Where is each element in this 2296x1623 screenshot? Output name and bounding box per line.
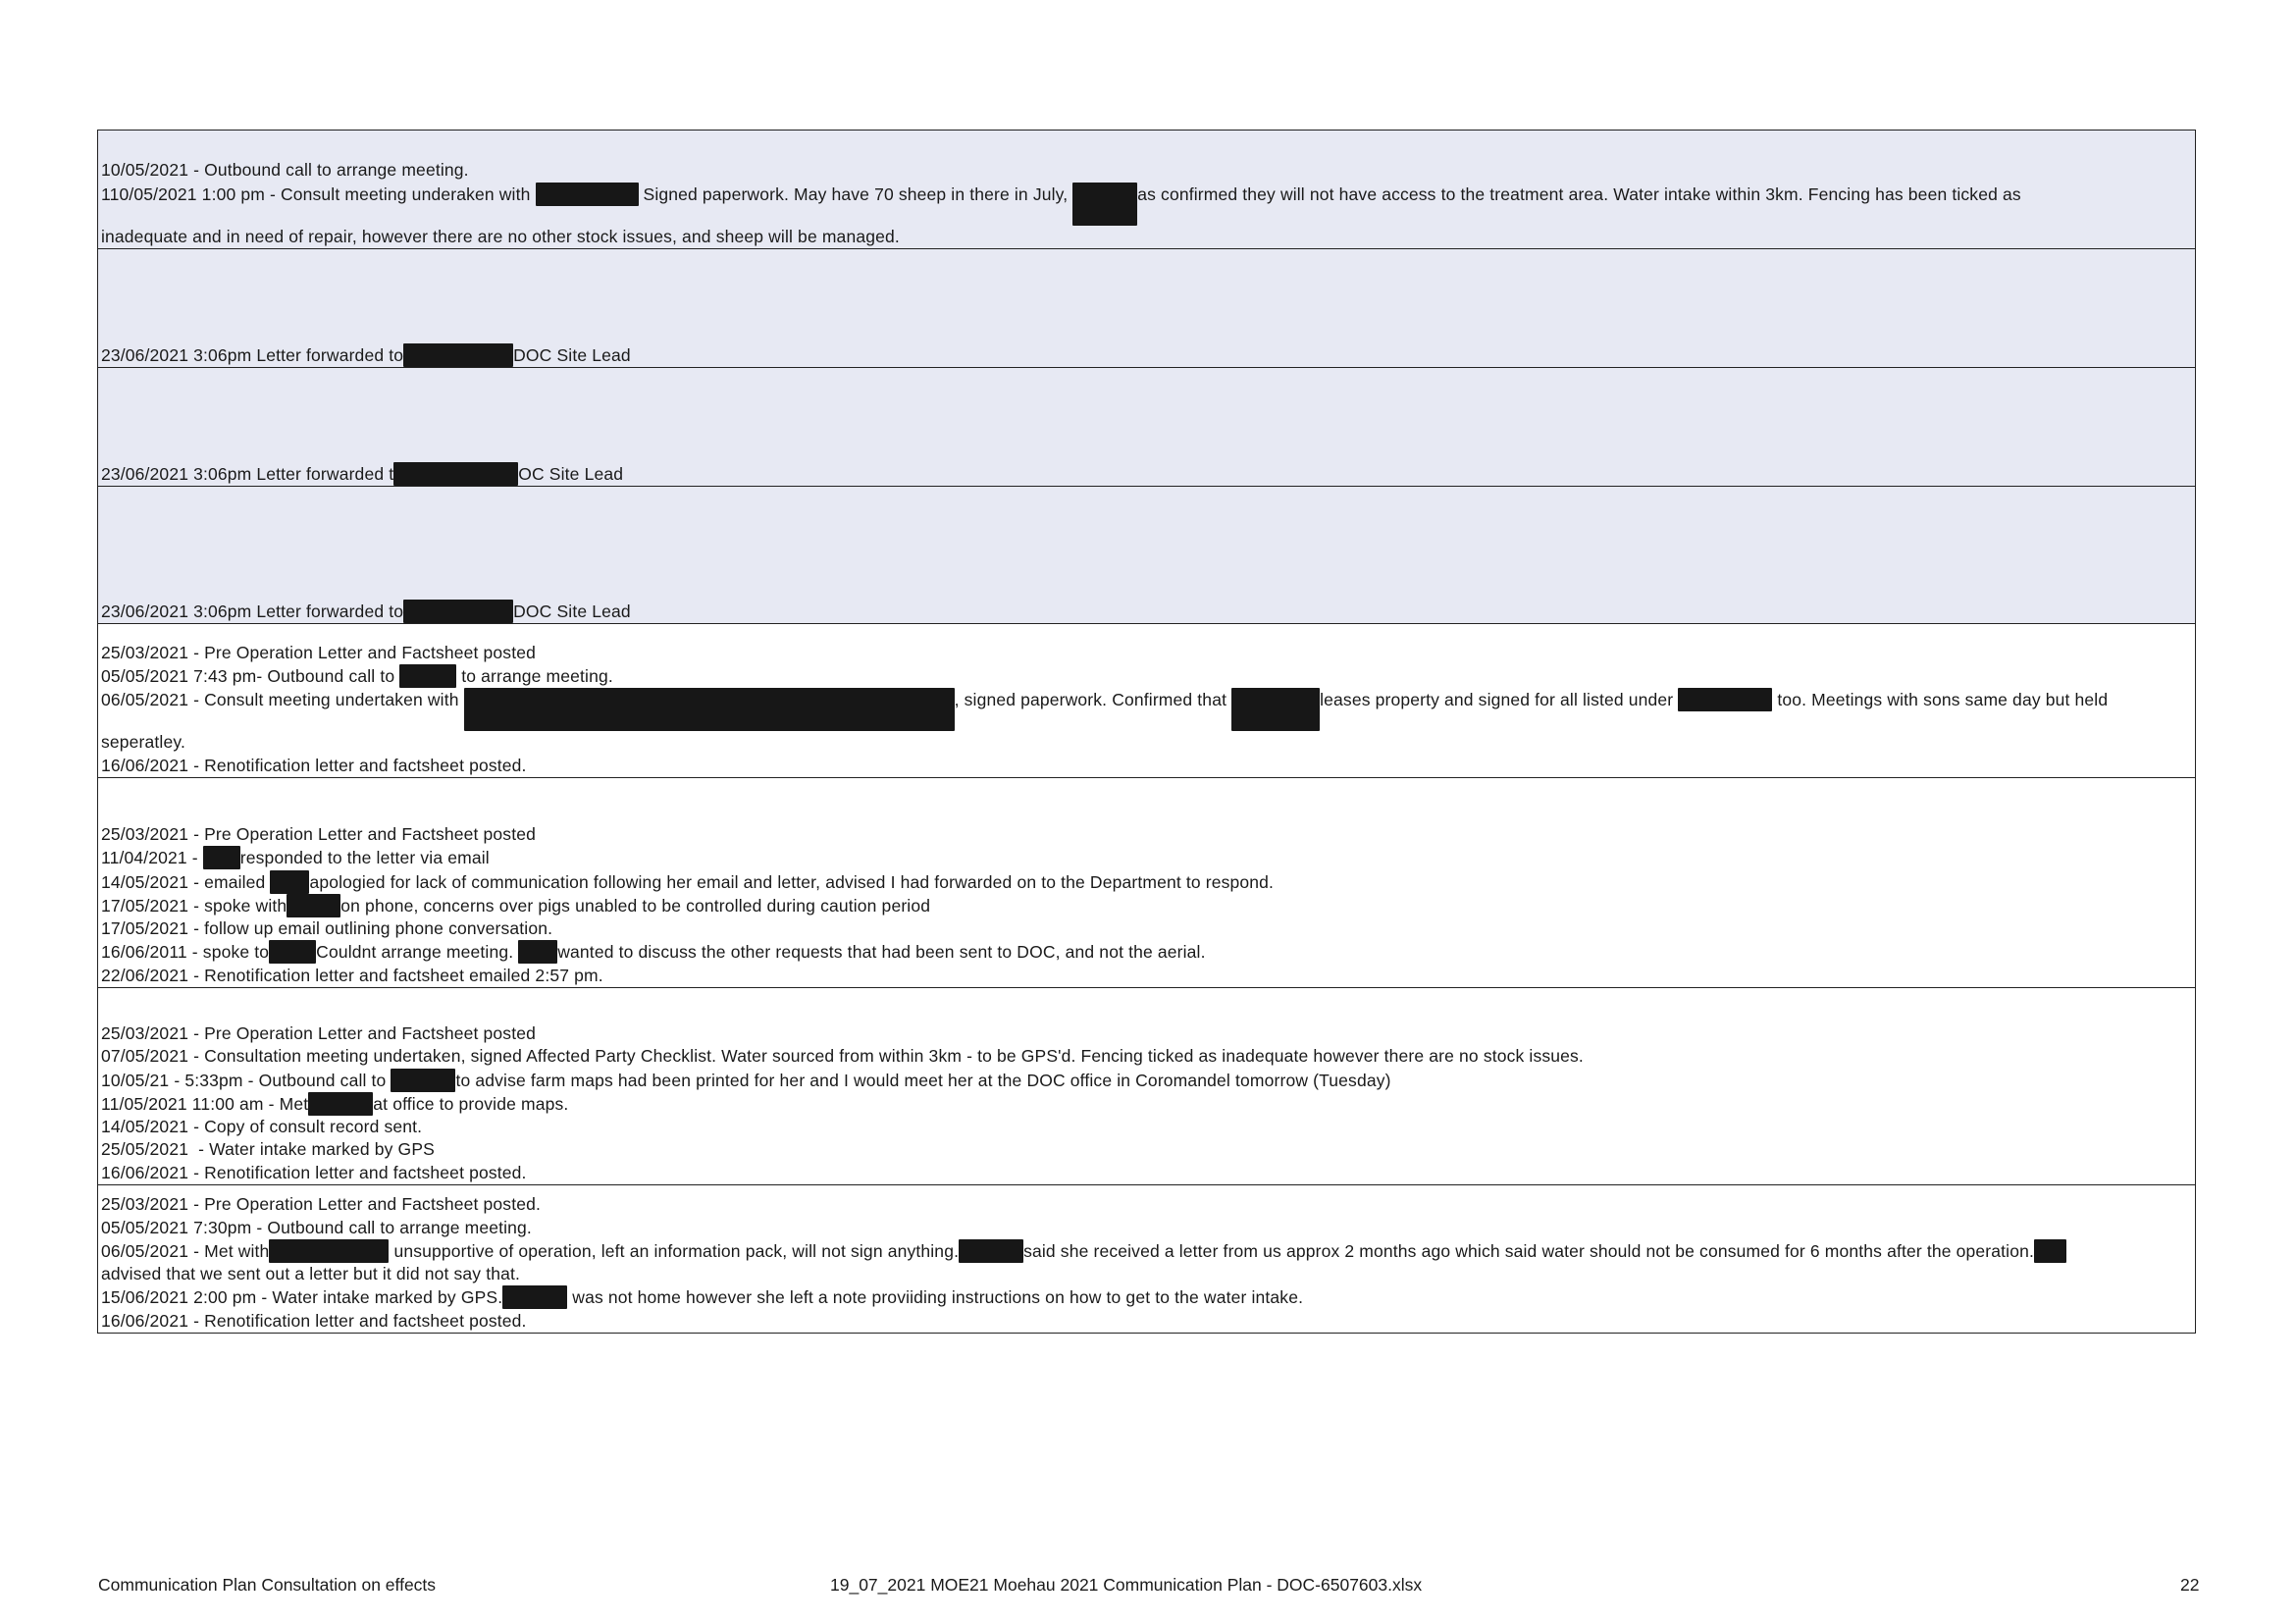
entry-text: 22/06/2021 - Renotification letter and factsheet emailed 2:57 pm. xyxy=(101,965,603,985)
entry-text: to arrange meeting. xyxy=(456,666,613,687)
log-entry-line xyxy=(101,965,2183,987)
redaction-block xyxy=(959,1239,1023,1263)
entry-text: 16/06/2021 - Renotification letter and factsheet posted. xyxy=(101,1162,527,1182)
entry-text: responded to the letter via email xyxy=(239,848,490,868)
log-row xyxy=(98,487,2195,624)
log-entry-line xyxy=(101,870,2183,894)
log-entry-line xyxy=(101,1045,2183,1068)
entry-text: DOC Site Lead xyxy=(513,344,631,365)
log-entry-line xyxy=(101,1310,2183,1333)
entry-text: , signed paperwork. Confirmed that xyxy=(954,690,1232,710)
entry-text: 25/03/2021 - Pre Operation Letter and Factsheet posted. xyxy=(101,1194,541,1215)
redaction-block xyxy=(269,940,316,964)
entry-text: 16/06/2021 - Renotification letter and factsheet posted. xyxy=(101,755,527,775)
entry-text: 14/05/2021 - Copy of consult record sent. xyxy=(101,1117,423,1137)
log-entry-line xyxy=(101,1138,2183,1161)
entry-text: 11/05/2021 11:00 am - Met xyxy=(101,1093,309,1114)
entry-text: said she received a letter from us approx 2 months ago which said water should not be consumed for 6 months after the operation. xyxy=(1023,1240,2034,1261)
footer-page-number: 22 xyxy=(2180,1575,2200,1595)
entry-text: at office to provide maps. xyxy=(373,1093,569,1114)
log-row xyxy=(98,368,2195,487)
entry-text: 110/05/2021 1:00 pm - Consult meeting underaken with xyxy=(101,183,536,204)
redaction-block xyxy=(464,688,955,731)
log-entry-line xyxy=(101,183,2183,226)
log-entry-line xyxy=(101,226,2183,248)
log-entry-line xyxy=(101,1022,2183,1045)
redaction-block xyxy=(403,343,513,367)
entry-text: unsupportive of operation, left an information pack, will not sign anything. xyxy=(389,1240,960,1261)
log-entry-line xyxy=(101,1263,2183,1285)
entry-text: apologied for lack of communication following her email and letter, advised I had forwarded on to the Department to respond. xyxy=(309,871,1275,892)
redaction-block xyxy=(391,1069,455,1092)
entry-text: 17/05/2021 - spoke with xyxy=(101,895,287,916)
entry-text: 25/05/2021 - Water intake marked by GPS xyxy=(101,1139,435,1160)
entry-text: 14/05/2021 - emailed xyxy=(101,871,271,892)
log-row xyxy=(98,988,2195,1185)
redaction-block xyxy=(536,183,639,206)
log-entry-line xyxy=(101,1285,2183,1309)
entry-text: Couldnt arrange meeting. xyxy=(316,942,519,963)
redaction-block xyxy=(518,940,557,964)
log-entry-line xyxy=(101,1162,2183,1184)
entry-text: was not home however she left a note proviiding instructions on how to get to the water intake. xyxy=(567,1287,1304,1308)
redaction-block xyxy=(1231,688,1320,731)
entry-text: 05/05/2021 7:43 pm- Outbound call to xyxy=(101,666,400,687)
footer-file-name: 19_07_2021 MOE21 Moehau 2021 Communication Plan - DOC-6507603.xlsx xyxy=(830,1575,1423,1595)
entry-text: 15/06/2021 2:00 pm - Water intake marked by GPS. xyxy=(101,1287,503,1308)
redaction-block xyxy=(203,846,240,869)
log-entry-line xyxy=(101,462,2183,486)
log-entry-line xyxy=(101,894,2183,917)
entry-text: 11/04/2021 - xyxy=(101,848,203,868)
entry-text: 10/05/21 - 5:33pm - Outbound call to xyxy=(101,1070,391,1090)
entry-text: 16/06/2011 - spoke to xyxy=(101,942,270,963)
entry-text: 23/06/2021 3:06pm Letter forwarded to xyxy=(101,344,404,365)
entry-text: DOC Site Lead xyxy=(513,601,631,621)
log-entry-line xyxy=(101,1217,2183,1239)
log-entry-line xyxy=(101,1193,2183,1216)
redaction-block xyxy=(2034,1239,2066,1263)
entry-text: seperatley. xyxy=(101,732,185,753)
log-row xyxy=(98,624,2195,778)
consultation-log-table xyxy=(97,130,2196,1334)
redaction-block xyxy=(502,1285,567,1309)
entry-text: wanted to discuss the other requests that had been sent to DOC, and not the aerial. xyxy=(557,942,1206,963)
log-entry-line xyxy=(101,664,2183,688)
redaction-block xyxy=(399,664,456,688)
log-entry-line xyxy=(101,823,2183,846)
entry-text: leases property and signed for all listed under xyxy=(1320,690,1679,710)
entry-text: 07/05/2021 - Consultation meeting undertaken, signed Affected Party Checklist. Water sourced from within 3km - to be GPS'd. Fencing ticked as inadequate however there are no stock issues. xyxy=(101,1046,1584,1067)
log-row xyxy=(98,131,2195,249)
entry-text: 25/03/2021 - Pre Operation Letter and Factsheet posted xyxy=(101,823,536,844)
log-entry-line xyxy=(101,600,2183,623)
entry-text: to advise farm maps had been printed for her and I would meet her at the DOC office in Coromandel tomorrow (Tuesday) xyxy=(455,1070,1391,1090)
redaction-block xyxy=(1678,688,1772,711)
entry-text: 23/06/2021 3:06pm Letter forwarded t xyxy=(101,463,394,484)
log-entry-line xyxy=(101,755,2183,777)
entry-text: OC Site Lead xyxy=(518,463,624,484)
log-entry-line xyxy=(101,1069,2183,1092)
entry-text: 25/03/2021 - Pre Operation Letter and Factsheet posted xyxy=(101,642,536,662)
log-row xyxy=(98,249,2195,368)
log-row xyxy=(98,1185,2195,1334)
entry-text: advised that we sent out a letter but it did not say that. xyxy=(101,1264,521,1284)
entry-text: on phone, concerns over pigs unabled to be controlled during caution period xyxy=(340,895,931,916)
entry-text: 25/03/2021 - Pre Operation Letter and Factsheet posted xyxy=(101,1022,536,1043)
redaction-block xyxy=(393,462,518,486)
log-entry-line xyxy=(101,688,2183,731)
entry-text: 17/05/2021 - follow up email outlining phone conversation. xyxy=(101,918,553,939)
entry-text: 10/05/2021 - Outbound call to arrange meeting. xyxy=(101,160,469,181)
log-entry-line xyxy=(101,1239,2183,1263)
log-entry-line xyxy=(101,917,2183,940)
log-entry-line xyxy=(101,940,2183,964)
redaction-block xyxy=(269,1239,389,1263)
log-row xyxy=(98,778,2195,988)
log-entry-line xyxy=(101,846,2183,869)
footer-sheet-name: Communication Plan Consultation on effects xyxy=(98,1575,437,1595)
log-entry-line xyxy=(101,642,2183,664)
log-entry-line xyxy=(101,1092,2183,1116)
redaction-block xyxy=(308,1092,373,1116)
entry-text: 06/05/2021 - Met with xyxy=(101,1240,270,1261)
entry-text: 16/06/2021 - Renotification letter and factsheet posted. xyxy=(101,1310,527,1331)
redaction-block xyxy=(1072,183,1137,226)
redaction-block xyxy=(403,600,513,623)
log-entry-line xyxy=(101,343,2183,367)
entry-text: 05/05/2021 7:30pm - Outbound call to arrange meeting. xyxy=(101,1217,532,1237)
log-entry-line xyxy=(101,1116,2183,1138)
entry-text: Signed paperwork. May have 70 sheep in there in July, xyxy=(638,183,1073,204)
log-entry-line xyxy=(101,159,2183,182)
entry-text: inadequate and in need of repair, however there are no other stock issues, and sheep will be managed. xyxy=(101,226,900,246)
redaction-block xyxy=(270,870,309,894)
entry-text: 23/06/2021 3:06pm Letter forwarded to xyxy=(101,601,404,621)
log-entry-line xyxy=(101,731,2183,754)
entry-text: too. Meetings with sons same day but held xyxy=(1772,690,2109,710)
entry-text: 06/05/2021 - Consult meeting undertaken with xyxy=(101,690,464,710)
redaction-block xyxy=(287,894,340,917)
entry-text: as confirmed they will not have access to the treatment area. Water intake within 3km. Fencing has been ticked as xyxy=(1137,183,2021,204)
